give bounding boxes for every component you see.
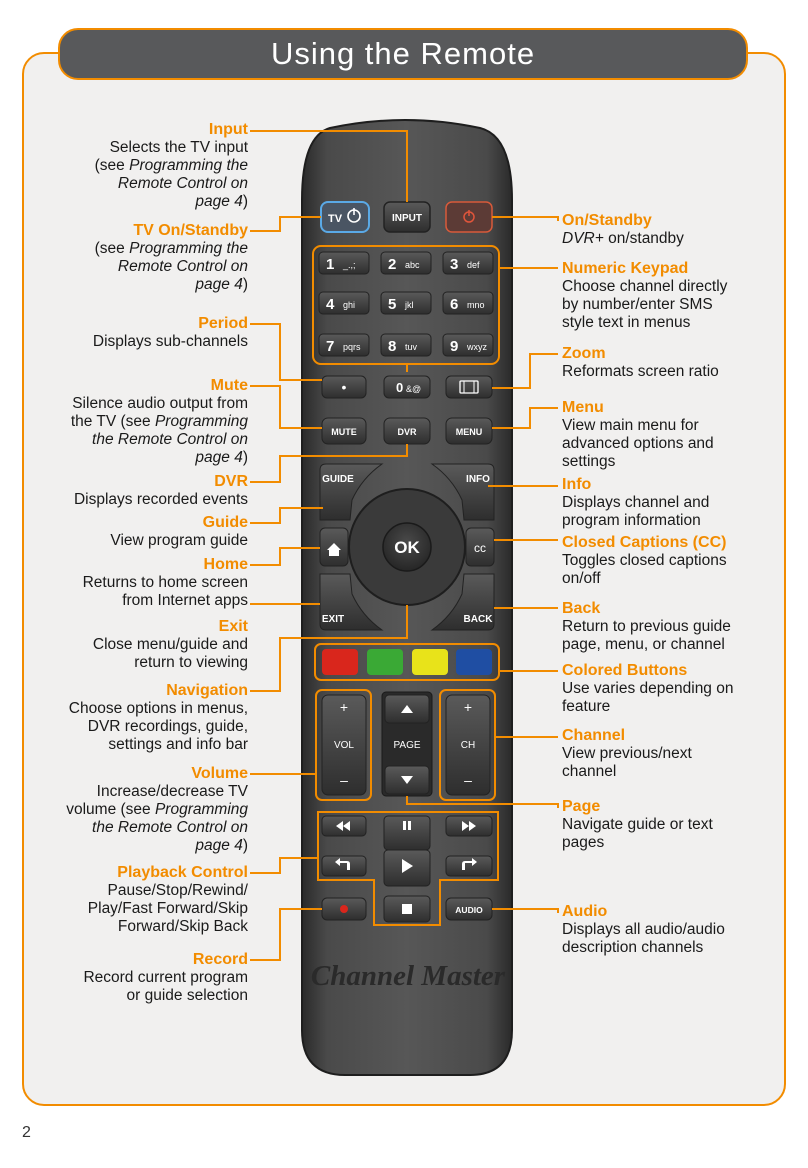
callout-text: Use varies depending on <box>562 680 734 697</box>
exit-label: EXIT <box>321 614 345 625</box>
key-number: 9 <box>450 338 459 355</box>
callout-text: Displays channel and <box>562 494 710 511</box>
callout-text: style text in menus <box>562 314 691 331</box>
callout-text: Remote Control on <box>117 175 248 192</box>
left-callout-dvr <box>16 473 248 509</box>
callout-heading: Home <box>203 556 248 573</box>
right-callout-audio <box>562 903 792 957</box>
key-7-button[interactable] <box>319 334 369 356</box>
fast-forward-button[interactable] <box>446 816 492 836</box>
callout-text: Returns to home screen <box>82 574 248 591</box>
callout-heading: Channel <box>562 727 626 744</box>
key-3-button[interactable] <box>443 252 493 274</box>
numeric-keypad <box>319 252 493 356</box>
callout-text: page 4) <box>195 276 248 293</box>
page-label: PAGE <box>393 740 421 751</box>
key-5-button[interactable] <box>381 292 431 314</box>
callout-text: page 4) <box>195 837 248 854</box>
green-button[interactable] <box>367 649 403 675</box>
channel-rocker[interactable] <box>446 695 490 795</box>
callout-heading: Period <box>198 315 248 332</box>
channel-up-label: + <box>463 699 473 715</box>
blue-button[interactable] <box>456 649 492 675</box>
right-callout-zoom <box>562 345 792 381</box>
brand-logo: Channel Master <box>310 960 506 992</box>
callout-heading: Zoom <box>562 345 606 362</box>
back-label: BACK <box>463 614 493 625</box>
volume-up-label: + <box>339 699 349 715</box>
callout-text: page 4) <box>195 449 248 466</box>
callout-heading: Mute <box>210 377 248 394</box>
callout-text: Reformats screen ratio <box>562 363 719 380</box>
callout-text: on/off <box>562 570 601 587</box>
record-icon <box>340 905 348 913</box>
callout-heading: Volume <box>191 765 248 782</box>
tv-label: TV <box>327 213 343 225</box>
callout-heading: Menu <box>562 399 604 416</box>
callout-heading: DVR <box>214 473 248 490</box>
callout-heading: Playback Control <box>117 864 248 881</box>
cc-label: cc <box>474 541 486 555</box>
right-callout-numeric-keypad <box>562 260 792 332</box>
callout-heading: Closed Captions (CC) <box>562 534 727 551</box>
ok-label: OK <box>394 538 420 557</box>
info-label: INFO <box>466 474 490 485</box>
stop-icon <box>402 904 412 914</box>
key-letters: mno <box>467 300 485 310</box>
left-callout-playback-control <box>16 864 248 936</box>
cc-button[interactable] <box>466 528 494 566</box>
page-rocker[interactable] <box>382 692 432 796</box>
callout-text: (see Programming the <box>94 157 248 174</box>
callout-text: the Remote Control on <box>92 819 248 836</box>
right-callout-back <box>562 600 792 654</box>
key-letters: def <box>467 260 480 270</box>
callout-text: Remote Control on <box>117 258 248 275</box>
stop-button[interactable] <box>384 896 430 922</box>
callout-heading: Input <box>208 121 248 138</box>
callout-text: Displays sub-channels <box>92 333 248 350</box>
key-number: 7 <box>326 338 335 355</box>
key-number: 8 <box>388 338 397 355</box>
menu-label: MENU <box>455 427 483 437</box>
key-number: 4 <box>326 296 335 313</box>
right-callout-info <box>562 476 792 530</box>
key-letters: wxyz <box>467 342 487 352</box>
key-1-button[interactable] <box>319 252 369 274</box>
callout-heading: Exit <box>218 618 248 635</box>
right-callout-channel <box>562 727 792 781</box>
key-letters: tuv <box>405 342 418 352</box>
volume-down-label: – <box>340 772 348 788</box>
key-2-button[interactable] <box>381 252 431 274</box>
callout-text: Pause/Stop/Rewind/ <box>107 882 248 899</box>
callout-text: volume (see Programming <box>66 801 248 818</box>
callout-text: Increase/decrease TV <box>96 783 248 800</box>
left-callout-navigation <box>16 682 248 754</box>
key-6-button[interactable] <box>443 292 493 314</box>
left-callout-mute <box>16 377 248 467</box>
page-title: Using the Remote <box>58 28 748 80</box>
left-callout-exit <box>16 618 248 672</box>
ch-label: CH <box>460 740 476 751</box>
left-callout-volume <box>16 765 248 855</box>
callout-text: by number/enter SMS <box>562 296 713 313</box>
callout-text: Choose channel directly <box>562 278 728 295</box>
home-button[interactable] <box>320 528 348 566</box>
mute-button[interactable] <box>322 418 366 444</box>
volume-rocker[interactable] <box>322 695 366 795</box>
play-button[interactable] <box>384 850 430 886</box>
key-number: 1 <box>326 256 335 273</box>
callout-text: pages <box>562 834 605 851</box>
right-callout-menu <box>562 399 792 471</box>
key-number: 3 <box>450 256 459 273</box>
zoom-button[interactable] <box>446 376 492 398</box>
callout-text: the Remote Control on <box>92 431 248 448</box>
yellow-button[interactable] <box>412 649 448 675</box>
callout-text: settings and info bar <box>108 736 248 753</box>
right-callout-page <box>562 798 792 852</box>
callout-text: page, menu, or channel <box>562 636 725 653</box>
callout-heading: Page <box>562 798 601 815</box>
zero-label: 0 <box>396 380 404 395</box>
audio-button[interactable] <box>446 898 492 920</box>
callout-text: channel <box>562 763 617 780</box>
callout-heading: On/Standby <box>562 212 652 229</box>
channel-down-label: – <box>464 772 472 788</box>
callout-heading: Audio <box>562 903 608 920</box>
audio-label: AUDIO <box>455 905 483 915</box>
callout-text: advanced options and <box>562 435 714 452</box>
callout-text: feature <box>562 698 611 715</box>
rewind-button[interactable] <box>322 816 366 836</box>
red-button[interactable] <box>322 649 358 675</box>
key-letters: abc <box>405 260 420 270</box>
skip-forward-button[interactable] <box>446 856 492 876</box>
callout-text: Toggles closed captions <box>562 552 727 569</box>
zero-button[interactable] <box>384 376 430 398</box>
key-number: 5 <box>388 296 397 313</box>
callout-heading: Numeric Keypad <box>562 260 689 277</box>
left-callout-record <box>16 951 248 1005</box>
callout-text: Close menu/guide and <box>92 636 248 653</box>
guide-label: GUIDE <box>322 474 354 485</box>
callout-text: return to viewing <box>134 654 248 671</box>
callout-text: Selects the TV input <box>109 139 248 156</box>
callout-heading: Record <box>192 951 248 968</box>
key-9-button[interactable] <box>443 334 493 356</box>
right-callout-colored-buttons <box>562 662 792 716</box>
callout-text: Choose options in menus, <box>68 700 248 717</box>
pause-button[interactable] <box>384 816 430 850</box>
pause-icon <box>403 821 406 830</box>
left-callout-tv-on-standby <box>16 222 248 294</box>
record-button[interactable] <box>322 898 366 920</box>
callout-text: Record current program <box>83 969 248 986</box>
skip-back-button[interactable] <box>322 856 366 876</box>
period-label: • <box>341 379 347 395</box>
callout-text: Displays all audio/audio <box>562 921 725 938</box>
callout-heading: Colored Buttons <box>562 662 688 679</box>
callout-text: from Internet apps <box>122 592 248 609</box>
page-number: 2 <box>22 1124 31 1141</box>
callout-text: or guide selection <box>126 987 248 1004</box>
menu-button[interactable] <box>446 418 492 444</box>
callout-heading: Guide <box>202 514 248 531</box>
callout-text: DVR recordings, guide, <box>87 718 248 735</box>
callout-heading: Navigation <box>166 682 248 699</box>
callout-text: (see Programming the <box>94 240 248 257</box>
callout-text: program information <box>562 512 701 529</box>
callout-text: DVR+ on/standby <box>562 230 684 247</box>
callout-text: page 4) <box>195 193 248 210</box>
key-letters: ghi <box>343 300 356 310</box>
callout-text: settings <box>562 453 616 470</box>
left-callout-input <box>16 121 248 211</box>
input-label: INPUT <box>392 213 422 224</box>
callout-text: Return to previous guide <box>562 618 731 635</box>
key-letters: jkl <box>405 300 414 310</box>
right-callout-on-standby <box>562 212 792 248</box>
mute-label: MUTE <box>331 427 357 437</box>
period-button[interactable] <box>322 376 366 398</box>
callout-text: Navigate guide or text <box>562 816 713 833</box>
standby-button[interactable] <box>446 202 492 232</box>
dvr-label: DVR <box>397 427 417 437</box>
callout-text: Play/Fast Forward/Skip <box>87 900 248 917</box>
ok-button[interactable] <box>383 523 431 571</box>
key-8-button[interactable] <box>381 334 431 356</box>
key-letters: pqrs <box>343 342 361 352</box>
callout-text: View main menu for <box>562 417 699 434</box>
tv-power-button[interactable] <box>321 202 369 232</box>
key-letters: _.,; <box>343 260 356 270</box>
callout-text: Silence audio output from <box>72 395 248 412</box>
callout-heading: Back <box>562 600 601 617</box>
input-button[interactable] <box>384 202 430 232</box>
left-callout-home <box>16 556 248 610</box>
dvr-button[interactable] <box>384 418 430 444</box>
key-4-button[interactable] <box>319 292 369 314</box>
callout-text: View previous/next <box>562 745 692 762</box>
zero-sub-label: &@ <box>406 384 422 394</box>
callout-text: View program guide <box>110 532 248 549</box>
callout-heading: TV On/Standby <box>133 222 248 239</box>
key-number: 2 <box>388 256 397 273</box>
key-number: 6 <box>450 296 459 313</box>
callout-text: Forward/Skip Back <box>117 918 248 935</box>
callout-text: Displays recorded events <box>73 491 248 508</box>
callout-text: the TV (see Programming <box>70 413 248 430</box>
left-callout-guide <box>16 514 248 550</box>
right-callout-closed-captions-cc <box>562 534 792 588</box>
left-callout-period <box>16 315 248 351</box>
callout-text: description channels <box>562 939 704 956</box>
vol-label: VOL <box>333 740 355 751</box>
callout-heading: Info <box>562 476 592 493</box>
